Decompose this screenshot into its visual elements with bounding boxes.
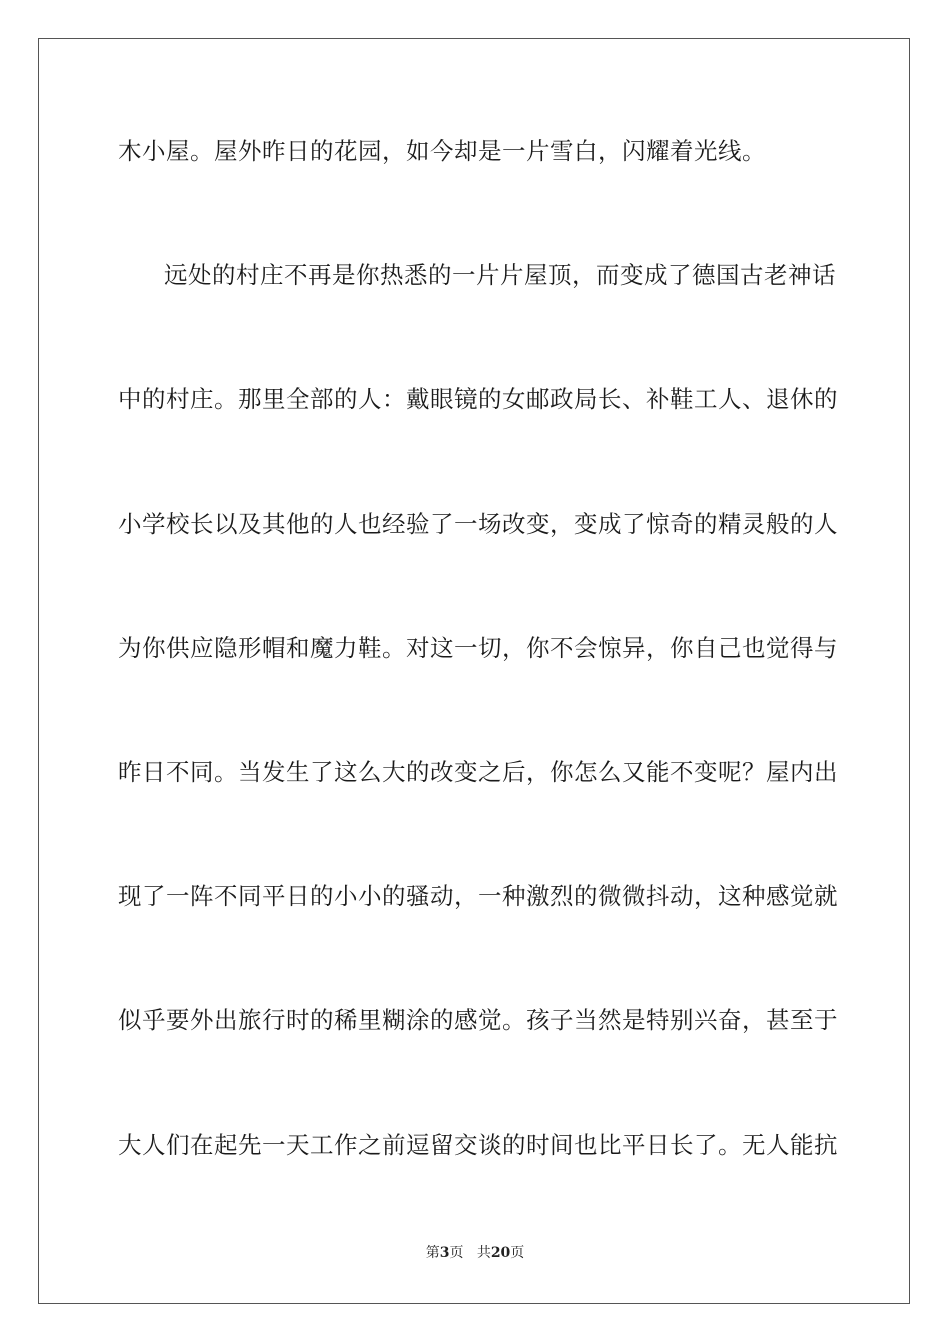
footer-total-suffix: 页 (510, 1245, 525, 1261)
footer-page-prefix: 第 (425, 1245, 440, 1261)
body-line-3: 中的村庄。那里全部的人：戴眼镜的女邮政局长、补鞋工人、退休的 (118, 385, 838, 413)
page-border (38, 38, 910, 1304)
body-line-4: 小学校长以及其他的人也经验了一场改变，变成了惊奇的精灵般的人 (118, 510, 838, 538)
body-line-2: 远处的村庄不再是你热悉的一片片屋顶，而变成了德国古老神话 (164, 261, 836, 289)
footer-page-number: 3 (439, 1245, 450, 1261)
footer-total-prefix: 共 (476, 1245, 491, 1261)
body-line-5: 为你供应隐形帽和魔力鞋。对这一切，你不会惊异，你自己也觉得与 (118, 634, 838, 662)
body-line-1: 木小屋。屋外昨日的花园，如今却是一片雪白，闪耀着光线。 (118, 137, 766, 165)
body-line-9: 大人们在起先一天工作之前逗留交谈的时间也比平日长了。无人能抗 (118, 1131, 838, 1159)
footer-page-suffix: 页 (449, 1245, 464, 1261)
footer-total-pages: 20 (490, 1245, 511, 1261)
body-line-8: 似乎要外出旅行时的稀里糊涂的感觉。孩子当然是特别兴奋，甚至于 (118, 1006, 838, 1034)
body-line-7: 现了一阵不同平日的小小的骚动，一种激烈的微微抖动，这种感觉就 (118, 882, 838, 910)
page-footer (0, 1242, 950, 1262)
body-line-6: 昨日不同。当发生了这么大的改变之后，你怎么又能不变呢？屋内出 (118, 758, 838, 786)
